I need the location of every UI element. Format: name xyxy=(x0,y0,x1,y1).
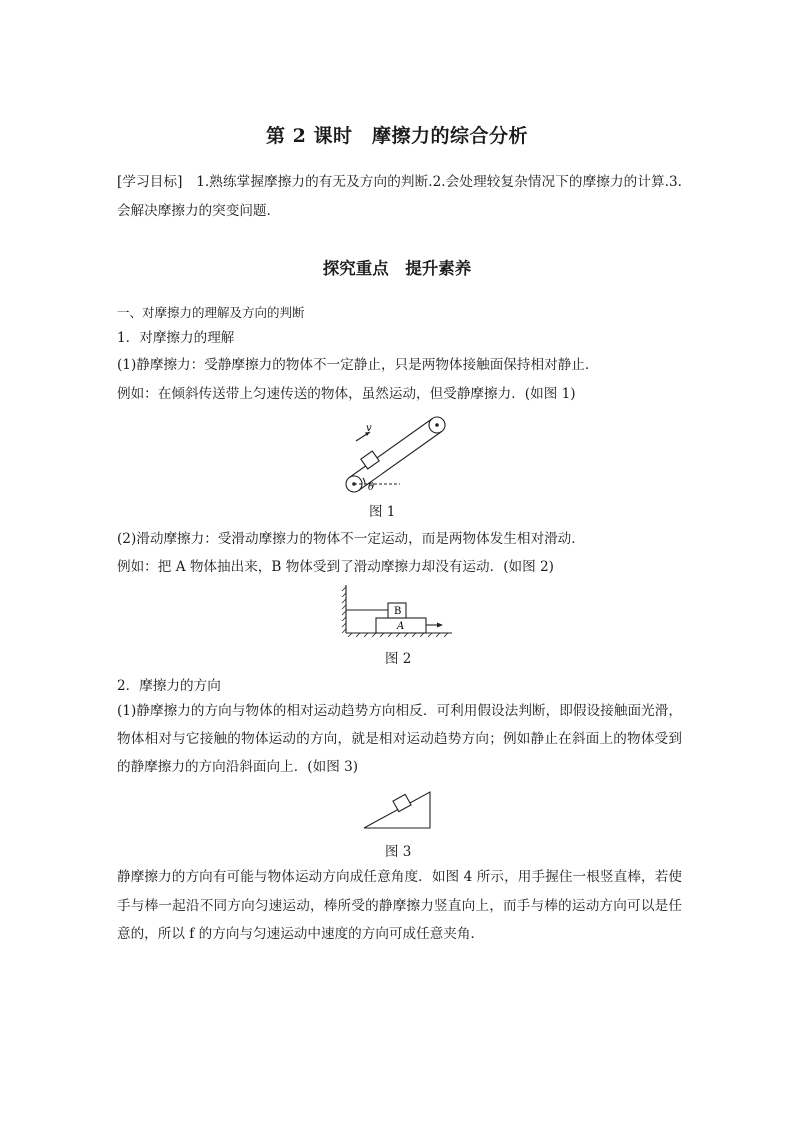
figure-1-conveyor-belt xyxy=(330,408,455,503)
page-title: 第 2 课时 摩擦力的综合分析 xyxy=(266,125,528,147)
section-heading: 探究重点 提升素养 xyxy=(322,259,472,278)
fig2-block-b-label: B xyxy=(394,606,402,617)
fig1-velocity-label: v xyxy=(366,423,372,434)
heading-understanding-friction: 一、对摩擦力的理解及方向的判断 xyxy=(117,305,305,320)
figure-2-blocks xyxy=(340,585,455,640)
subheading-understanding: 1．对摩擦力的理解 xyxy=(117,330,235,346)
subheading-friction-direction: 2．摩擦力的方向 xyxy=(117,678,221,694)
paragraph-sliding-example: 例如：把 A 物体抽出来，B 物体受到了滑动摩擦力却没有运动．(如图 2) xyxy=(117,559,554,575)
paragraph-static-friction: (1)静摩擦力：受静摩擦力的物体不一定静止，只是两物体接触面保持相对静止． xyxy=(117,357,599,373)
fig1-angle-label: θ xyxy=(368,482,375,493)
figure-2-caption: 图 2 xyxy=(385,651,412,667)
paragraph-direction: (1)静摩擦力的方向与物体的相对运动趋势方向相反．可利用假设法判断，即假设接触面光滑，物体相对与它接触的物体运动的方向，就是相对运动趋势方向；例如静止在斜面上的物体受到的静摩擦力的方向沿斜面向上．(如图 3) xyxy=(117,703,682,775)
fig2-block-a-label: A xyxy=(397,621,405,632)
learning-objectives: [学习目标] 1.熟练掌握摩擦力的有无及方向的判断.2.会处理较复杂情况下的摩擦力的计算.3.会解决摩擦力的突变问题. xyxy=(117,174,682,219)
paragraph-static-example: 例如：在倾斜传送带上匀速传送的物体，虽然运动，但受静摩擦力．(如图 1) xyxy=(117,386,576,402)
figure-1-caption: 图 1 xyxy=(369,504,396,520)
paragraph-arbitrary-angle: 静摩擦力的方向有可能与物体运动方向成任意角度．如图 4 所示，用手握住一根竖直棒，若使手与棒一起沿不同方向匀速运动，棒所受的静摩擦力竖直向上，而手与棒的运动方向可以是任意的，所以 f 的方向与匀速运动中速度的方向可成任意夹角． xyxy=(117,869,682,942)
paragraph-sliding-friction: (2)滑动摩擦力：受滑动摩擦力的物体不一定运动，而是两物体发生相对滑动． xyxy=(117,531,585,547)
figure-3-incline xyxy=(360,785,435,833)
figure-3-caption: 图 3 xyxy=(385,844,412,860)
